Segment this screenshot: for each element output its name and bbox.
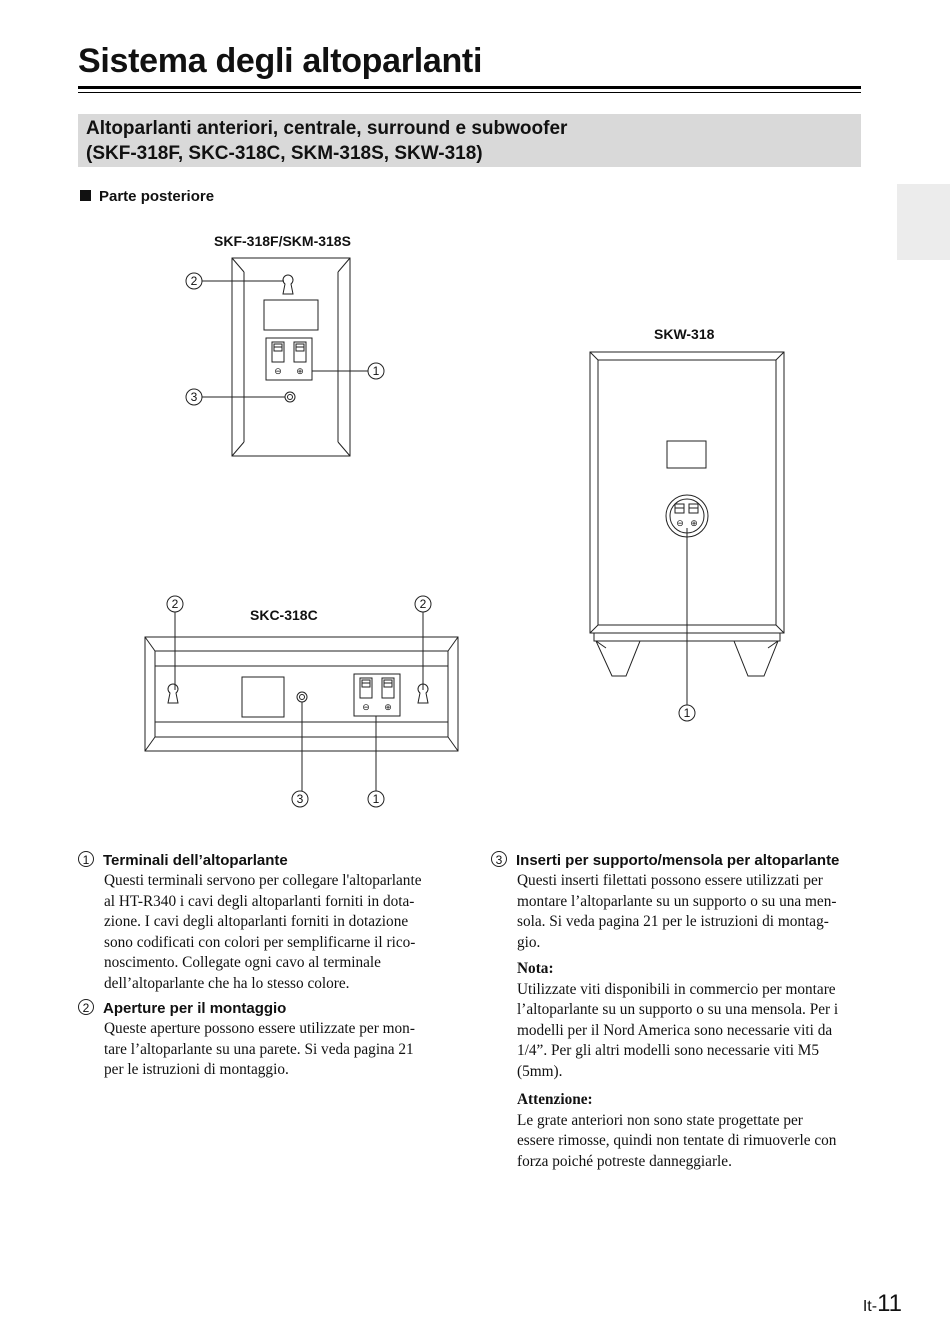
item-3-line: Questi inserti filettati possono essere utilizzati per bbox=[517, 872, 823, 889]
note-line: 1/4”. Per gli altri modelli sono necessarie viti M5 bbox=[517, 1042, 820, 1059]
note-block bbox=[491, 959, 871, 1082]
item-2-body bbox=[78, 1019, 458, 1081]
item-3-line: sola. Si veda pagina 21 per le istruzioni di montag- bbox=[517, 913, 829, 930]
front-insert-hole bbox=[285, 392, 295, 402]
item-2-line: tare l’altoparlante su una parete. Si veda pagina 21 bbox=[104, 1040, 414, 1058]
front-plus-mark: ⊕ bbox=[296, 366, 304, 376]
callout-2-center-left: 2 bbox=[171, 597, 179, 611]
caution-body bbox=[517, 1111, 871, 1173]
center-terminal-block bbox=[354, 674, 400, 716]
caution-block bbox=[491, 1090, 871, 1172]
item-2-line: per le istruzioni di montaggio. bbox=[104, 1061, 289, 1078]
page-number-value: 11 bbox=[877, 1290, 902, 1317]
subwoofer-foot-right bbox=[734, 641, 778, 676]
note-body bbox=[517, 980, 871, 1083]
subheading-text: Parte posteriore bbox=[99, 188, 215, 205]
front-terminal-block bbox=[266, 338, 312, 380]
center-insert-hole bbox=[297, 692, 307, 702]
item-3-body bbox=[491, 871, 871, 953]
label-subwoofer: SKW-318 bbox=[654, 326, 715, 342]
callout-3-center: 3 bbox=[296, 792, 304, 806]
note-line: (5mm). bbox=[517, 1062, 563, 1080]
label-center: SKC-318C bbox=[250, 607, 318, 623]
callout-2-center-right: 2 bbox=[419, 597, 427, 611]
note-line: modelli per il Nord America sono necessarie viti da bbox=[517, 1021, 833, 1039]
page-number-prefix: It- bbox=[862, 1298, 878, 1315]
sub-minus-mark: ⊖ bbox=[676, 518, 684, 528]
item-3-line: gio. bbox=[517, 933, 541, 951]
callout-1-sub: 1 bbox=[683, 706, 691, 720]
left-column bbox=[78, 851, 458, 1081]
center-plus-mark: ⊕ bbox=[384, 702, 392, 712]
item-1-line: dell’altoparlante che ha lo stesso colore. bbox=[104, 974, 350, 992]
item-3-number: 3 bbox=[491, 851, 507, 867]
sub-plus-mark: ⊕ bbox=[690, 518, 698, 528]
item-3-heading bbox=[491, 851, 871, 871]
label-front-surround: SKF-318F/SKM-318S bbox=[214, 233, 351, 249]
callout-3-front: 3 bbox=[190, 390, 198, 404]
subwoofer-label-plate bbox=[667, 441, 706, 468]
caution-line: Le grate anteriori non sono state progettate per bbox=[517, 1111, 803, 1129]
item-1-line: Questi terminali servono per collegare l'altoparlante bbox=[104, 872, 422, 889]
note-line: Utilizzate viti disponibili in commercio per montare bbox=[517, 980, 836, 998]
item-1-heading bbox=[78, 851, 458, 871]
item-1-line: al HT-R340 i cavi degli altoparlanti forniti in dota- bbox=[104, 892, 415, 910]
item-3-line: montare l’altoparlante su un supporto o su una men- bbox=[517, 892, 837, 910]
item-1-number: 1 bbox=[78, 851, 94, 867]
item-2-line: Queste aperture possono essere utilizzate per mon- bbox=[104, 1020, 415, 1037]
caution-line: forza poiché potreste danneggiarle. bbox=[517, 1152, 732, 1170]
section-title-line1: Altoparlanti anteriori, centrale, surround e subwoofer bbox=[86, 118, 568, 139]
subwoofer-foot-left bbox=[596, 641, 640, 676]
item-1-line: zione. I cavi degli altoparlanti forniti in dotazione bbox=[104, 913, 409, 930]
item-3-title: Inserti per supporto/mensola per altoparlante bbox=[516, 852, 840, 869]
item-1-line: noscimento. Collegate ogni cavo al terminale bbox=[104, 954, 381, 971]
callout-1-front: 1 bbox=[372, 364, 380, 378]
note-heading: Nota: bbox=[517, 960, 554, 977]
center-minus-mark: ⊖ bbox=[362, 702, 370, 712]
item-1-line: sono codificati con colori per semplificarne il rico- bbox=[104, 933, 416, 951]
item-2-number: 2 bbox=[78, 999, 94, 1015]
section-title-line2: (SKF-318F, SKC-318C, SKM-318S, SKW-318) bbox=[86, 143, 483, 164]
callout-1-center: 1 bbox=[372, 792, 380, 806]
item-2-title: Aperture per il montaggio bbox=[103, 1000, 287, 1017]
item-1-title: Terminali dell’altoparlante bbox=[103, 852, 288, 869]
page-title: Sistema degli altoparlanti bbox=[78, 42, 483, 80]
caution-line: essere rimosse, quindi non tentate di rimuoverle con bbox=[517, 1132, 837, 1149]
item-1-body bbox=[78, 871, 458, 994]
front-label-plate bbox=[264, 300, 318, 330]
center-label-plate bbox=[242, 677, 284, 717]
note-line: l’altoparlante su un supporto o su una mensola. Per i bbox=[517, 1001, 839, 1018]
callout-2-front: 2 bbox=[190, 274, 198, 288]
caution-heading: Attenzione: bbox=[517, 1091, 593, 1108]
front-speaker-body bbox=[232, 258, 350, 456]
page-number bbox=[863, 1290, 902, 1318]
center-keyhole-left-icon bbox=[168, 684, 178, 703]
front-minus-mark: ⊖ bbox=[274, 366, 282, 376]
right-column bbox=[491, 851, 871, 1172]
front-keyhole-icon bbox=[283, 275, 293, 294]
item-2-heading bbox=[78, 999, 458, 1019]
